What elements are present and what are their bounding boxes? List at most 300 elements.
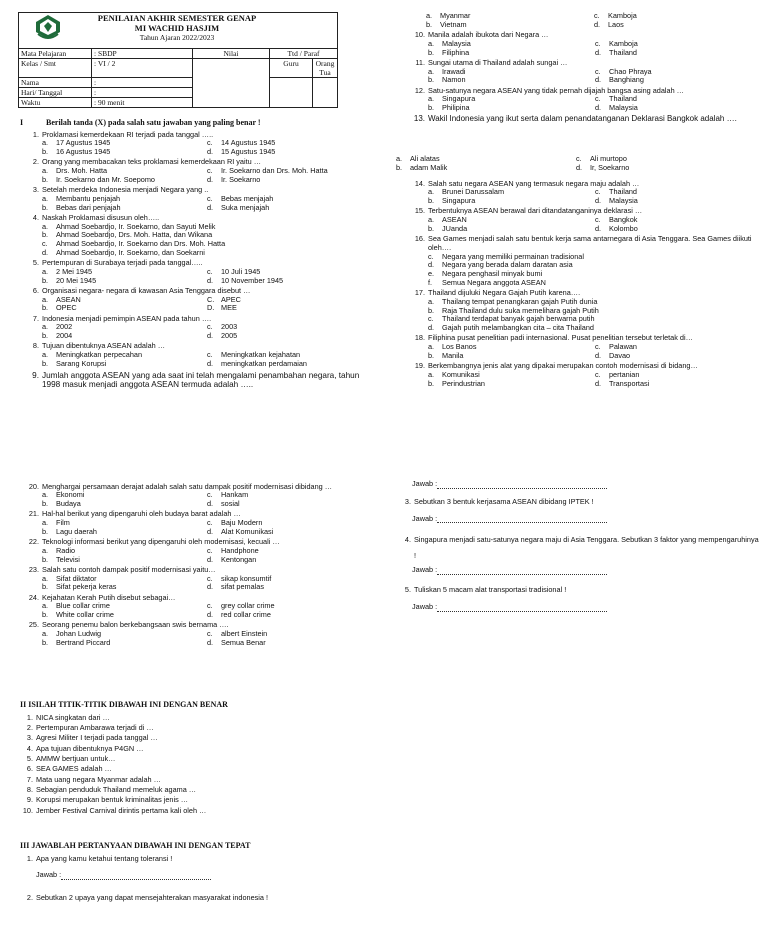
option-letter: a. (428, 66, 435, 76)
option-letter: b. (42, 358, 49, 368)
option-letter: b. (396, 162, 403, 172)
option-text: Kolombo (609, 223, 638, 233)
option-letter: a. (42, 629, 49, 638)
options-list (42, 223, 372, 258)
answer-option[interactable] (42, 332, 207, 341)
question-text: Tujuan dibentuknya ASEAN adalah … (42, 341, 166, 351)
option-text: Davao (609, 350, 631, 360)
option-letter: a. (428, 38, 435, 48)
option-text: Thailand terdapat banyak gajah berwarna putih (442, 314, 595, 324)
info-label: Mata Pelajaran (19, 49, 92, 59)
option-letter: a. (396, 154, 403, 163)
options-grid (42, 630, 372, 648)
option-letter: d. (576, 162, 583, 172)
questions-1-9 (26, 129, 372, 390)
question-number: 10. (414, 30, 425, 39)
option-letter: d. (42, 247, 49, 257)
fill-in-item (20, 807, 370, 816)
essay-number: 1. (26, 853, 33, 863)
option-text: Sifat diktator (56, 573, 97, 583)
option-letter: c. (595, 215, 601, 224)
option-text: Singapura (442, 94, 476, 104)
question-number: 11. (415, 57, 425, 67)
options-grid (428, 95, 762, 113)
option-text: 10 November 1945 (221, 275, 284, 285)
options-grid (42, 139, 372, 157)
option-text: Membantu penjajah (56, 193, 121, 203)
option-letter: c. (428, 314, 434, 324)
answer-option[interactable] (207, 360, 372, 369)
answer-option[interactable] (207, 583, 372, 592)
option-letter: d. (595, 47, 602, 57)
q13-options (396, 155, 756, 173)
option-letter: a. (42, 294, 49, 304)
option-text: Alat Komunikasi (221, 526, 274, 536)
option-letter: d. (207, 275, 214, 285)
option-letter: d. (428, 260, 435, 270)
answer-option[interactable] (428, 225, 595, 234)
option-text: sosial (221, 499, 240, 508)
option-letter: b. (42, 303, 49, 313)
option-letter: d. (207, 526, 214, 536)
option-letter: a. (42, 601, 49, 611)
option-text: Brunei Darussalam (442, 187, 505, 197)
question-number: 21. (28, 509, 39, 519)
item-number: 10. (22, 805, 33, 815)
info-value: : 90 menit (92, 98, 193, 108)
q9-options (426, 12, 762, 30)
answer-option[interactable] (595, 197, 762, 206)
option-text: sikap konsumtif (221, 573, 272, 583)
option-letter: a. (42, 193, 49, 203)
option-letter: d. (207, 174, 214, 184)
option-text: Namon (442, 75, 466, 85)
option-text: Thailang tempat penangkaran gajah Putih dunia (442, 296, 598, 306)
options-grid (42, 602, 372, 620)
option-letter: b. (42, 499, 49, 508)
jawab-label: Jawab : (412, 513, 438, 523)
question-text: Salah satu negara ASEAN yang termasuk negara maju adalah … (428, 178, 640, 188)
date-field[interactable]: : (92, 88, 193, 98)
jawab-label: Jawab : (412, 479, 438, 488)
answer-option[interactable] (42, 583, 207, 592)
option-letter: b. (42, 331, 49, 340)
options-grid (428, 216, 762, 234)
answer-option[interactable] (207, 500, 372, 509)
option-text: Drs. Moh. Hatta (56, 166, 108, 175)
answer-option[interactable] (396, 164, 576, 173)
answer-option[interactable] (595, 352, 762, 361)
essay-question: Apa yang kamu ketahui tentang toleransi ! (36, 853, 173, 863)
question-text: Terbentuknya ASEAN berawal dari ditandatanganinya deklarasi … (428, 206, 643, 216)
answer-option[interactable] (428, 104, 595, 113)
answer-option[interactable] (42, 556, 207, 565)
option-text: APEC (221, 294, 241, 304)
option-text: JUanda (442, 223, 468, 233)
options-grid (42, 491, 372, 509)
option-letter: b. (42, 610, 49, 619)
options-grid (42, 268, 372, 286)
section-2-list (20, 712, 370, 815)
answer-option[interactable] (42, 611, 207, 620)
option-text: Ir. Soekarno dan Mr. Soepomo (56, 174, 155, 184)
option-letter: c. (207, 138, 213, 148)
item-text: Apa tujuan dibentuknya P4GN … (36, 743, 144, 753)
option-text: Kamboja (609, 38, 638, 48)
option-text: Bangkok (609, 215, 638, 224)
item-text: Agresi Militer I terjadi pada tanggal … (36, 733, 158, 743)
option-text: Ali murtopo (590, 154, 627, 163)
option-text: pertanian (609, 369, 640, 379)
options-grid (42, 296, 372, 314)
option-letter: d. (207, 582, 214, 592)
answer-option[interactable] (42, 249, 372, 258)
question-number: 12. (414, 85, 425, 95)
option-letter: d. (207, 554, 214, 564)
option-text: Thailand (609, 47, 637, 57)
option-text: albert Einstein (221, 629, 268, 638)
answer-option[interactable] (595, 225, 762, 234)
answer-option[interactable] (42, 148, 207, 157)
answer-option[interactable] (428, 352, 595, 361)
item-number: 5. (26, 753, 33, 763)
option-text: 16 Agustus 1945 (56, 147, 111, 156)
option-text: 10 Juli 1945 (221, 266, 261, 276)
question-number: 4. (32, 212, 39, 222)
option-text: Philipina (442, 103, 470, 112)
option-text: ASEAN (442, 215, 467, 224)
question-text: Satu-satunya negara ASEAN yang tidak pernah dijajah bangsa asing adalah … (428, 85, 684, 95)
info-label: Kelas / Smt (19, 59, 92, 78)
item-text: Jember Festival Carnival dirintis pertama kali oleh … (36, 805, 207, 815)
options-grid (42, 351, 372, 369)
option-letter: a. (42, 490, 49, 500)
question-number: 15. (414, 206, 425, 216)
option-letter: a. (426, 11, 433, 20)
option-letter: a. (428, 369, 435, 379)
answer-line[interactable] (437, 515, 607, 523)
question-number: 9. (32, 370, 39, 380)
question-text: Kejahatan Kerah Putih disebut sebagai… (42, 592, 176, 602)
option-text: 2002 (56, 322, 73, 332)
option-letter: a. (42, 350, 49, 359)
answer-option[interactable] (42, 500, 207, 509)
section-1-title: Berilah tanda (X) pada salah satu jawaban yang paling benar ! (46, 118, 261, 127)
fill-in-item (20, 724, 370, 733)
option-text: 15 Agustus 1945 (221, 147, 276, 156)
option-letter: d. (595, 196, 602, 205)
essay-number: 5. (404, 585, 411, 595)
question (412, 114, 762, 124)
item-text: Mata uang negara Myanmar adalah … (36, 774, 161, 784)
item-number: 7. (26, 774, 33, 784)
item-number: 2. (26, 722, 33, 732)
option-text: Singapura (442, 196, 476, 205)
option-text: Ahmad Soebardjo, Ir. Soekarno dan Drs. Moh. Hatta (56, 239, 226, 248)
option-text: Filiphina (442, 47, 470, 57)
answer-option[interactable] (207, 204, 372, 213)
question-number: 6. (32, 285, 39, 295)
option-text: Ekonomi (56, 490, 85, 500)
answer-option[interactable] (428, 49, 595, 58)
answer-option[interactable] (595, 49, 762, 58)
option-letter: C. (207, 294, 215, 304)
option-letter: b. (428, 378, 435, 388)
option-text: Semua Negara anggota ASEAN (442, 277, 546, 287)
option-letter: b. (42, 526, 49, 536)
option-text: Ahmad Soebardjo, Ir. Soekarno, dan Soekarni (56, 247, 205, 257)
option-text: Meningkatkan perpecahan (56, 350, 143, 359)
answer-line[interactable] (437, 567, 607, 575)
option-letter: e. (428, 269, 435, 278)
option-letter: d. (594, 19, 601, 29)
answer-option[interactable] (42, 277, 207, 286)
answer-option[interactable] (207, 304, 372, 313)
school-name: MI WACHID HASJIM (134, 22, 220, 33)
question-number: 2. (32, 157, 39, 167)
fill-in-item (20, 714, 370, 723)
option-text: grey collar crime (221, 601, 275, 611)
question-text: Organisasi negara- negara di kawasan Asia Tenggara disebut … (42, 285, 251, 295)
answer-option[interactable] (426, 21, 594, 30)
option-letter: b. (428, 350, 435, 360)
answer-option[interactable] (576, 164, 756, 173)
option-letter: d. (207, 610, 214, 619)
question-text: Pertempuran di Surabaya terjadi pada tanggal….. (42, 258, 203, 267)
name-field[interactable]: : (92, 78, 193, 88)
answer-line[interactable] (61, 872, 211, 880)
option-letter: c. (595, 38, 601, 48)
question-text: Manila adalah ibukota dari Negara … (428, 30, 549, 39)
question-text: Jumlah anggota ASEAN yang ada saat ini telah mengalami penambahan negara, tahun 1998 masuk menjadi anggota ASEAN termuda adalah ….. (42, 370, 360, 390)
option-text: Malaysia (442, 38, 471, 48)
answer-option[interactable] (207, 332, 372, 341)
option-text: 2003 (221, 322, 238, 332)
option-letter: b. (42, 554, 49, 564)
option-text: Gajah putih melambangkan cita – cita Thailand (442, 323, 594, 332)
nilai-box[interactable] (193, 59, 270, 108)
item-number: 4. (26, 743, 33, 753)
section-3-right (398, 480, 760, 612)
guru-sign-box[interactable] (270, 78, 313, 108)
answer-option[interactable] (207, 528, 372, 537)
option-text: Suka menjajah (221, 202, 270, 212)
option-letter: c. (207, 601, 213, 611)
option-letter: c. (595, 94, 601, 104)
option-letter: d. (207, 147, 214, 156)
question-text: Thailand dijuluki Negara Gajah Putih karena…. (428, 288, 581, 297)
option-text: Hankam (221, 490, 249, 500)
option-letter: b. (42, 275, 49, 285)
essay-number: 3. (404, 496, 411, 506)
answer-option[interactable] (42, 528, 207, 537)
option-text: White collar crime (56, 610, 114, 619)
option-letter: d. (595, 350, 602, 360)
option-letter: d. (207, 202, 214, 212)
option-letter: c. (594, 11, 600, 20)
option-letter: a. (42, 573, 49, 583)
question-number: 1. (32, 129, 39, 139)
answer-option[interactable] (428, 324, 762, 333)
item-text: Sebagian penduduk Thailand memeluk agama … (36, 785, 197, 794)
option-text: Johan Ludwig (56, 629, 102, 638)
question-number: 17. (414, 288, 425, 297)
answer-option[interactable] (42, 204, 207, 213)
fill-in-item (20, 734, 370, 743)
option-letter: c. (207, 266, 213, 276)
option-letter: a. (42, 518, 49, 527)
option-letter: b. (428, 103, 435, 112)
question-text: Berkembangnya jenis alat yang dipakai merupakan contoh modernisasi di bidang… (428, 361, 698, 370)
option-letter: a. (42, 221, 49, 231)
question-text: Salah satu contoh dampak positif modernisasi yaitu… (42, 564, 216, 574)
option-letter: b. (42, 230, 49, 240)
option-text: Blue collar crime (56, 601, 110, 611)
question-number: 25. (28, 620, 39, 630)
question-text: Sea Games menjadi salah satu bentuk kerja sama antarnegara di Asia Tenggara. Sea Games diikuti oleh…. (428, 234, 752, 252)
question-number: 13. (413, 114, 425, 124)
option-letter: c. (207, 629, 213, 638)
question-text: Filiphina pusat penelitian padi internasional. Pusat penelitian tersebut terletak di… (428, 333, 693, 343)
question-number: 5. (32, 258, 39, 267)
question-text: Teknologi informasi berikut yang dipengaruhi oleh modernisasi, kecuali … (42, 537, 280, 546)
info-label: Hari/ Tanggal (19, 88, 92, 98)
question-text: Naskah Proklamasi disusun oleh….. (42, 212, 160, 222)
question (26, 315, 372, 324)
answer-line[interactable] (437, 604, 607, 612)
option-text: Negara yang berada dalam daratan asia (442, 260, 573, 270)
answer-option[interactable] (428, 76, 595, 85)
option-text: Baju Modern (221, 518, 263, 527)
item-number: 9. (26, 795, 33, 805)
option-text: Raja Thailand dulu suka memelihara gajah Putih (442, 305, 599, 315)
options-grid (428, 40, 762, 58)
question-text: Setelah merdeka Indonesia menjadi Negara yang .. (42, 185, 209, 194)
options-grid (42, 547, 372, 565)
options-grid (428, 188, 762, 206)
item-text: AMMW bertjuan untuk… (36, 753, 116, 763)
option-letter: b. (42, 637, 49, 647)
option-text: Sifat pekerja keras (56, 582, 117, 592)
option-text: Meningkatkan kejahatan (221, 350, 301, 359)
essay-number: 2. (26, 893, 33, 902)
options-grid (42, 195, 372, 213)
answer-option[interactable] (428, 279, 762, 288)
option-text: Manila (442, 350, 464, 360)
option-text: Budaya (56, 499, 81, 508)
answer-option[interactable] (42, 304, 207, 313)
option-letter: b. (428, 47, 435, 57)
answer-option[interactable] (207, 639, 372, 648)
answer-option[interactable] (207, 176, 372, 185)
question-number: 16. (414, 234, 425, 243)
option-letter: a. (42, 322, 49, 332)
info-label: Waktu (19, 98, 92, 108)
option-text: 2004 (56, 331, 73, 340)
question-number: 3. (32, 185, 39, 194)
option-text: Bertrand Piccard (56, 637, 111, 647)
options-grid (42, 167, 372, 185)
question-number: 20. (28, 481, 39, 491)
options-grid (42, 323, 372, 341)
answer-option[interactable] (207, 148, 372, 157)
option-text: Radio (56, 545, 76, 555)
question (26, 538, 372, 547)
essay-question: Singapura menjadi satu-satunya negara maju di Asia Tenggara. Sebutkan 3 faktor yang mempengaruhinya ! (414, 535, 759, 561)
option-text: Banghiang (609, 75, 644, 85)
options-grid (428, 68, 762, 86)
answer-option[interactable] (207, 611, 372, 620)
essay-question: Tuliskan 5 macam alat transportasi tradisional ! (414, 585, 567, 595)
option-letter: a. (42, 266, 49, 276)
option-text: Film (56, 518, 70, 527)
item-text: SEA GAMES adalah … (36, 764, 112, 774)
fill-in-item (20, 765, 370, 774)
section-1-number: I (20, 118, 24, 127)
answer-line[interactable] (437, 481, 607, 489)
exam-title: PENILAIAN AKHIR SEMESTER GENAP (97, 13, 257, 23)
questions-20-25 (26, 481, 372, 648)
option-letter: c. (207, 350, 213, 359)
question-number: 14. (414, 178, 425, 188)
option-letter: a. (428, 94, 435, 104)
option-letter: d. (595, 378, 602, 388)
options-list (428, 253, 762, 288)
option-letter: b. (428, 305, 435, 315)
options-grid (428, 371, 762, 389)
answer-option[interactable] (42, 639, 207, 648)
answer-option[interactable] (42, 360, 207, 369)
answer-option[interactable] (42, 176, 207, 185)
answer-option[interactable] (428, 380, 595, 389)
answer-option[interactable] (595, 380, 762, 389)
answer-option[interactable] (207, 556, 372, 565)
option-text: Ir, Soekarno (590, 162, 630, 172)
answer-option[interactable] (428, 197, 595, 206)
fill-in-item (20, 755, 370, 764)
options-list (428, 298, 762, 333)
answer-option[interactable] (594, 21, 762, 30)
option-text: 14 Agustus 1945 (221, 138, 276, 148)
student-info-table (18, 48, 338, 108)
question-text: Seorang penemu balon berkebangsaan swis bernama …. (42, 620, 229, 630)
option-text: Vietnam (440, 19, 467, 29)
option-letter: c. (595, 187, 601, 197)
option-letter: d. (428, 323, 435, 332)
option-text: Ahmad Soebardjo, Drs. Moh. Hatta, dan Wikana (56, 230, 213, 240)
question-number: 23. (28, 564, 39, 574)
option-letter: f. (428, 277, 433, 287)
option-letter: c. (42, 239, 48, 248)
ortu-sign-box[interactable] (313, 78, 338, 108)
option-letter: c. (595, 342, 601, 351)
essay-number: 4. (404, 535, 411, 545)
option-text: Komunikasi (442, 369, 480, 379)
option-letter: a. (42, 166, 49, 175)
answer-option[interactable] (595, 104, 762, 113)
option-text: Thailand (609, 187, 637, 197)
option-letter: b. (42, 582, 49, 592)
item-number: 6. (26, 764, 33, 774)
question-text: Menghargai persamaan derajat adalah salah satu dampak positif modernisasi dibidang … (42, 481, 333, 491)
answer-option[interactable] (595, 76, 762, 85)
option-letter: c. (207, 166, 213, 175)
item-text: Korupsi merupakan bentuk kriminalitas jenis … (36, 795, 189, 805)
item-number: 8. (26, 785, 33, 794)
option-text: sifat pemalas (221, 582, 264, 592)
ortu-label: Orang Tua (313, 59, 338, 78)
answer-option[interactable] (207, 277, 372, 286)
